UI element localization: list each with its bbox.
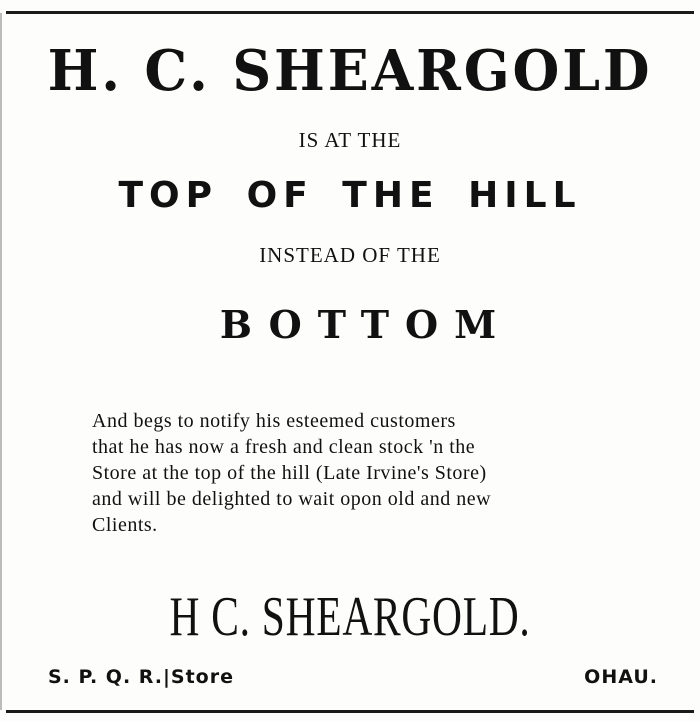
left-edge-line	[0, 13, 2, 710]
top-of-the-hill-line: TOP OF THE HILL	[118, 175, 582, 216]
signature-name: H C. SHEARGOLD.	[169, 586, 531, 648]
is-at-the-line: IS AT THE	[298, 128, 402, 152]
body-line: Store at the top of the hill (Late Irvine's Store)	[92, 462, 487, 484]
instead-of-the-line: INSTEAD OF THE	[259, 243, 441, 267]
body-line: and will be delighted to wait opon old and new	[92, 488, 492, 510]
top-border-rule	[6, 11, 694, 14]
bottom-line: BOTTOM	[219, 302, 513, 347]
body-line: that he has now a fresh and clean stock 'n the	[92, 436, 476, 458]
footer-location: OHAU.	[584, 666, 658, 688]
body-line: And begs to notify his esteemed customers	[92, 410, 456, 432]
body-paragraph	[92, 408, 592, 538]
body-line: Clients.	[92, 514, 158, 536]
footer-store-name: S. P. Q. R.|Store	[48, 666, 234, 688]
bottom-border-rule	[6, 710, 694, 713]
headline-name: H. C. SHEARGOLD	[47, 38, 653, 104]
